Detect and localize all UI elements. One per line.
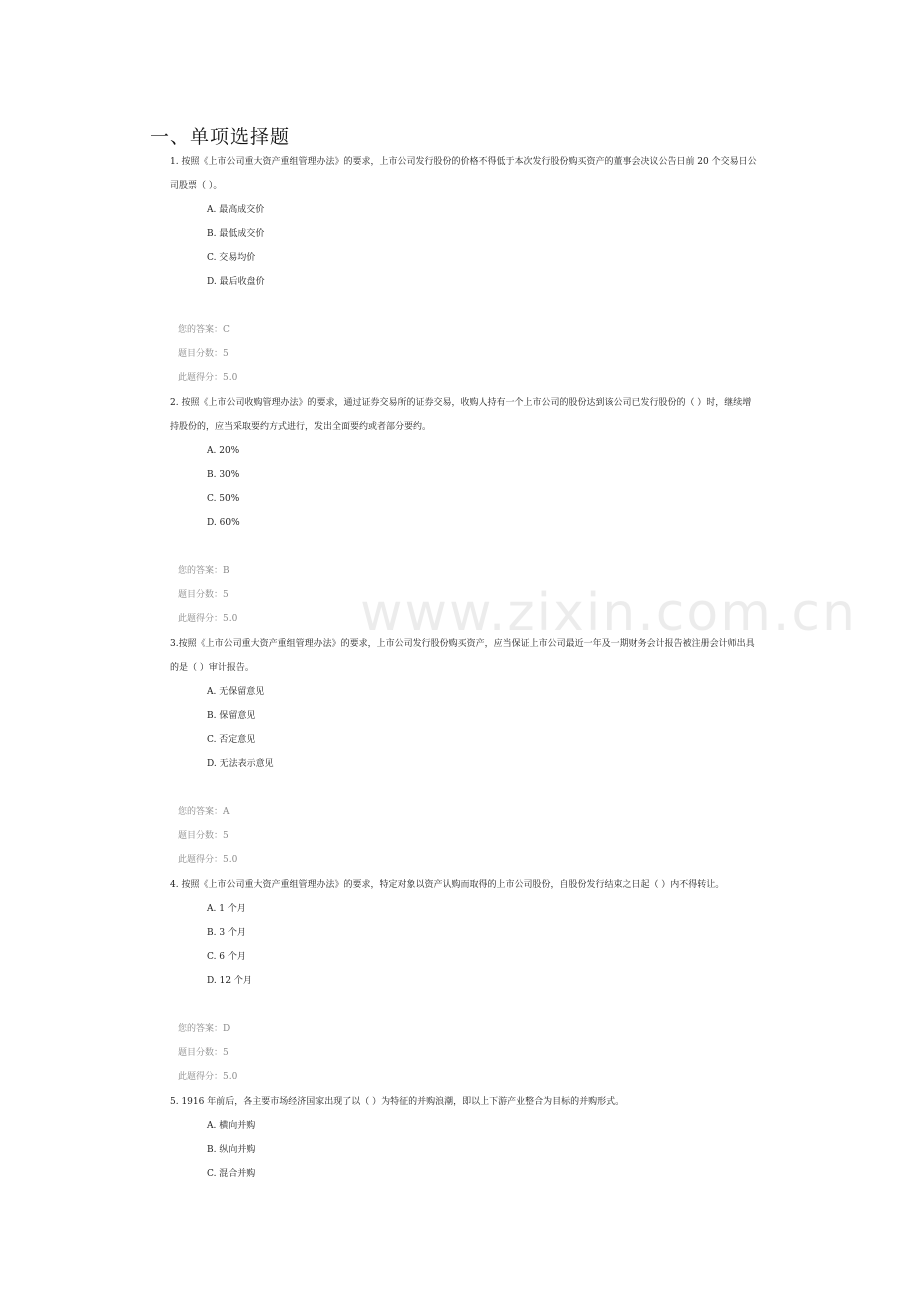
option-c: C. 6 个月 bbox=[207, 952, 246, 962]
question-points: 题目分数：5 bbox=[178, 831, 229, 841]
your-answer: 您的答案：D bbox=[178, 1024, 231, 1034]
question-stem: 的是（ ）审计报告。 bbox=[170, 663, 254, 673]
question-score: 此题得分：5.0 bbox=[178, 614, 238, 624]
option-a: A. 20% bbox=[207, 446, 240, 456]
watermark: www.zixin.com.cn bbox=[360, 583, 857, 643]
question-stem: 1. 按照《上市公司重大资产重组管理办法》的要求，上市公司发行股份的价格不得低于本次发行股份购买资产的董事会决议公告日前 20 个交易日公 bbox=[170, 157, 757, 167]
question-stem: 持股份的，应当采取要约方式进行，发出全面要约或者部分要约。 bbox=[170, 422, 432, 432]
option-b: B. 最低成交价 bbox=[207, 229, 265, 239]
option-b: B. 30% bbox=[207, 470, 240, 480]
section-heading: 一、单项选择题 bbox=[150, 126, 291, 148]
option-b: B. 3 个月 bbox=[207, 928, 246, 938]
question-score: 此题得分：5.0 bbox=[178, 1072, 238, 1082]
option-c: C. 否定意见 bbox=[207, 735, 256, 745]
your-answer: 您的答案：C bbox=[178, 325, 230, 335]
option-c: C. 混合并购 bbox=[207, 1169, 256, 1179]
option-a: A. 最高成交价 bbox=[207, 205, 265, 215]
question-score: 此题得分：5.0 bbox=[178, 855, 238, 865]
option-d: D. 12 个月 bbox=[207, 976, 252, 986]
option-b: B. 纵向并购 bbox=[207, 1145, 256, 1155]
option-c: C. 50% bbox=[207, 494, 240, 504]
question-points: 题目分数：5 bbox=[178, 590, 229, 600]
question-stem: 5. 1916 年前后，各主要市场经济国家出现了以（ ）为特征的并购浪潮，即以上下游产业整合为目标的并购形式。 bbox=[170, 1097, 625, 1107]
option-d: D. 无法表示意见 bbox=[207, 759, 274, 769]
your-answer: 您的答案：B bbox=[178, 566, 230, 576]
option-d: D. 最后收盘价 bbox=[207, 277, 265, 287]
option-a: A. 无保留意见 bbox=[207, 687, 265, 697]
option-a: A. 横向并购 bbox=[207, 1121, 256, 1131]
option-c: C. 交易均价 bbox=[207, 253, 256, 263]
your-answer: 您的答案：A bbox=[178, 807, 230, 817]
question-stem: 2. 按照《上市公司收购管理办法》的要求，通过证券交易所的证券交易，收购人持有一个上市公司的股份达到该公司已发行股份的（ ）时，继续增 bbox=[170, 398, 752, 408]
option-a: A. 1 个月 bbox=[207, 904, 246, 914]
question-stem: 4. 按照《上市公司重大资产重组管理办法》的要求，特定对象以资产认购而取得的上市公司股份，自股份发行结束之日起（ ）内不得转让。 bbox=[170, 880, 725, 890]
question-points: 题目分数：5 bbox=[178, 349, 229, 359]
question-points: 题目分数：5 bbox=[178, 1048, 229, 1058]
question-stem: 司股票（ ）。 bbox=[170, 181, 223, 191]
option-d: D. 60% bbox=[207, 518, 240, 528]
option-b: B. 保留意见 bbox=[207, 711, 256, 721]
question-stem: 3.按照《上市公司重大资产重组管理办法》的要求，上市公司发行股份购买资产，应当保证上市公司最近一年及一期财务会计报告被注册会计师出具 bbox=[170, 639, 755, 649]
question-score: 此题得分：5.0 bbox=[178, 373, 238, 383]
